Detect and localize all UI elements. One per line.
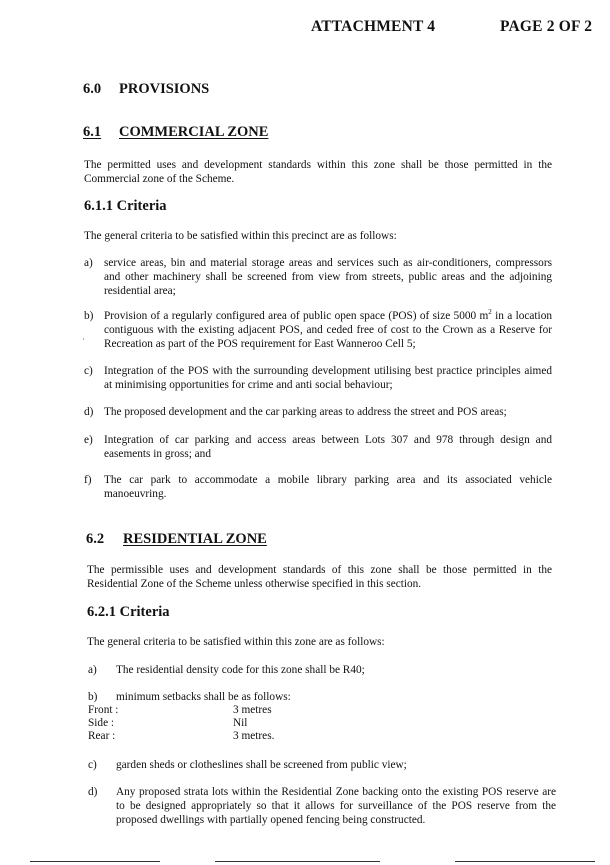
list-text: The proposed development and the car parking areas to address the street and POS areas;: [104, 406, 507, 418]
list-text-part: in a location contiguous with the existing adjacent POS, and ceded free of cost to the Crown as a Reserve for Recreation as part of the POS requirement for East Wanneroo Cell 5;: [104, 310, 552, 350]
commercial-criteria-intro: The general criteria to be satisfied within this precinct are as follows:: [84, 230, 397, 242]
attachment-label: ATTACHMENT 4: [311, 18, 436, 35]
setbacks-table: [88, 704, 388, 744]
list-item: [88, 785, 556, 827]
page-number: PAGE 2 OF 2: [500, 18, 593, 35]
footer-rule: [215, 861, 380, 862]
list-marker: b): [84, 310, 94, 322]
list-text: Integration of the POS with the surrounding development utilising best practice principles aimed at minimising opportunities for crime and anti social behaviour;: [104, 365, 552, 391]
setback-label: Front :: [88, 704, 119, 716]
list-text: Integration of car parking and access areas between Lots 307 and 978 through design and easements in gross; and: [104, 434, 552, 460]
list-marker: c): [88, 759, 97, 771]
list-item: [84, 256, 552, 298]
list-marker: a): [88, 664, 97, 676]
list-text: service areas, bin and material storage areas and services such as air-conditioners, compressors and other machinery shall be screened from view from streets, public areas and the adjoining residential area;: [104, 257, 552, 297]
section-number: 6.0: [83, 81, 102, 97]
setback-label: Side :: [88, 717, 115, 729]
footer-rule: [455, 861, 595, 862]
residential-criteria-intro: The general criteria to be satisfied within this zone are as follows:: [87, 636, 385, 648]
superscript: 2: [488, 308, 492, 317]
residential-criteria-heading: 6.2.1 Criteria: [87, 604, 170, 620]
setback-value: Nil: [233, 717, 248, 729]
setback-row: [88, 730, 388, 743]
residential-zone-heading: [86, 531, 267, 548]
list-marker: c): [84, 365, 93, 377]
list-marker: b): [88, 691, 98, 703]
list-item: [84, 473, 552, 501]
commercial-zone-number: 6.1: [83, 124, 102, 140]
list-item: [84, 433, 552, 461]
commercial-zone-heading: [83, 124, 268, 141]
footer-rule: [30, 861, 160, 862]
margin-mark: ·: [82, 334, 85, 344]
setback-value: 3 metres: [233, 704, 272, 716]
list-item: [84, 405, 552, 419]
list-text: The residential density code for this zone shall be R40;: [116, 664, 365, 676]
list-marker: f): [84, 474, 92, 486]
setback-value: 3 metres.: [233, 730, 275, 742]
list-text: minimum setbacks shall be as follows:: [116, 691, 291, 703]
residential-zone-number: 6.2: [86, 531, 105, 547]
section-heading: [83, 81, 209, 98]
list-text: The car park to accommodate a mobile library parking area and its associated vehicle manoeuvring.: [104, 474, 552, 500]
list-item: [84, 364, 552, 392]
list-text-part: Provision of a regularly configured area of public open space (POS) of size 5000 m: [104, 310, 489, 322]
list-item: [88, 690, 556, 704]
list-marker: d): [84, 406, 94, 418]
setback-row: [88, 704, 388, 717]
list-text: Any proposed strata lots within the Residential Zone backing onto the existing POS reserve are to be designed appropriately so that it allows for surveillance of the POS reserve from the proposed dwellings with partially opened fencing being constructed.: [116, 786, 556, 826]
list-item: [88, 758, 556, 772]
residential-zone-title: RESIDENTIAL ZONE: [123, 531, 267, 547]
list-item: [84, 309, 552, 351]
setback-label: Rear :: [88, 730, 116, 742]
section-title: PROVISIONS: [119, 81, 210, 97]
commercial-zone-title: COMMERCIAL ZONE: [119, 124, 269, 140]
list-text: garden sheds or clotheslines shall be screened from public view;: [116, 759, 407, 771]
commercial-intro: The permitted uses and development standards within this zone shall be those permitted in the Commercial zone of the Scheme.: [84, 159, 552, 185]
list-marker: e): [84, 434, 93, 446]
commercial-criteria-heading: 6.1.1 Criteria: [84, 198, 167, 214]
list-item: [88, 663, 556, 677]
list-marker: d): [88, 786, 98, 798]
list-marker: a): [84, 257, 93, 269]
residential-intro: The permissible uses and development standards of this zone shall be those permitted in the Residential Zone of the Scheme unless otherwise specified in this section.: [87, 564, 552, 590]
list-text: [104, 309, 552, 351]
setback-row: [88, 717, 388, 730]
